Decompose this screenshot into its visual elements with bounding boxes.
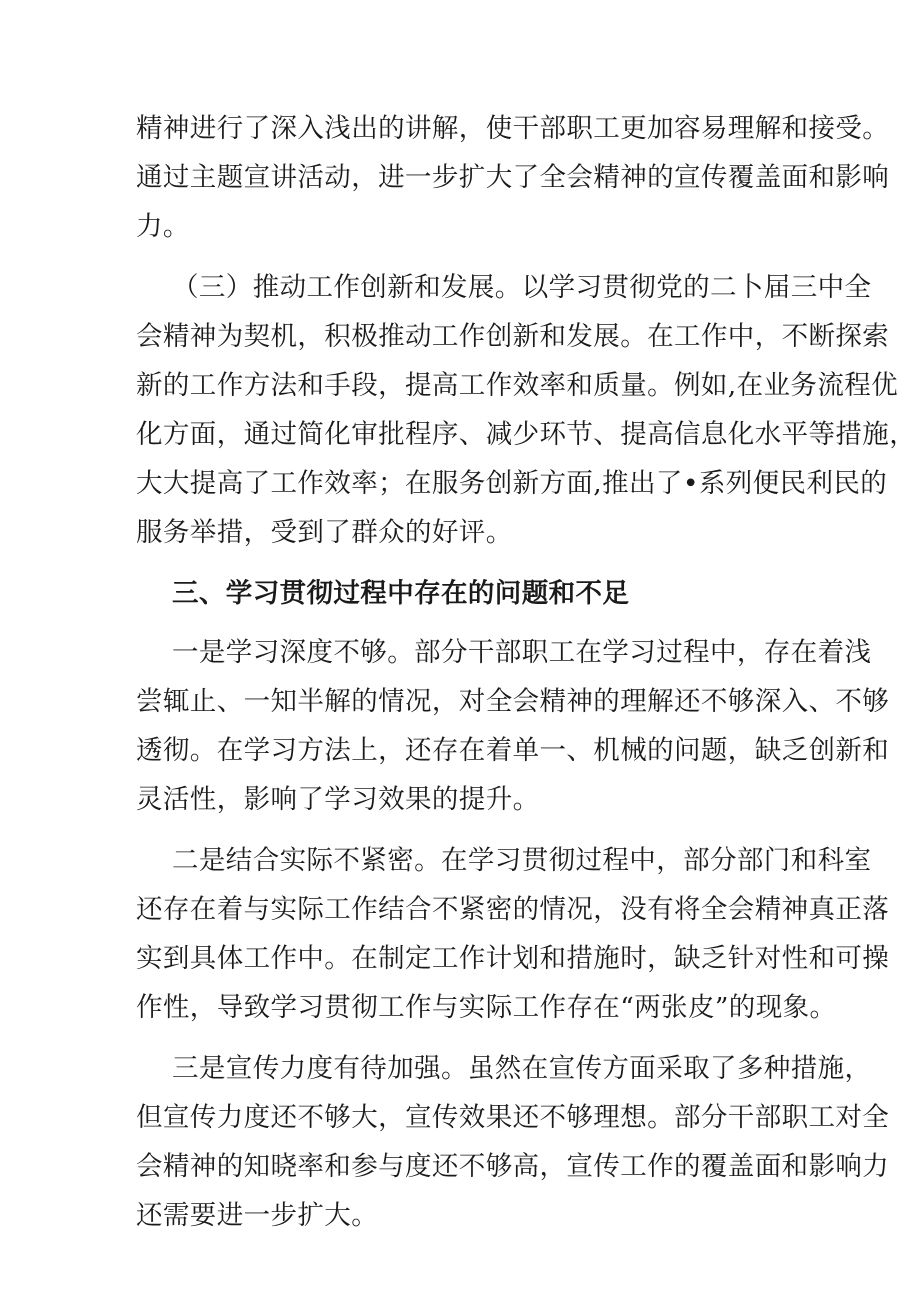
text-line: 三是宣传力度有待加强。虽然在宣传方面采取了多种措施， xyxy=(172,1053,872,1084)
text-line: 还需要进一步扩大。 xyxy=(136,1200,379,1231)
text-line: 灵活性，影响了学习效果的提升。 xyxy=(136,784,540,815)
paragraph-issue-2 xyxy=(136,836,890,1032)
text-line: 大大提高了工作效率；在服务创新方面,推出了•系列便民利民的 xyxy=(136,468,888,499)
text-line: 化方面，通过简化审批程序、减少环节、提高信息化水平等措施， xyxy=(136,419,917,450)
text-line: 还存在着与实际工作结合不紧密的情况，没有将全会精神真正落 xyxy=(136,894,890,925)
paragraph-issue-1 xyxy=(136,628,890,824)
text-line: 会精神为契机，积极推动工作创新和发展。在工作中，不断探索 xyxy=(136,321,890,352)
text-line: 服务举措，受到了群众的好评。 xyxy=(136,517,513,548)
section-heading: 三、学习贯彻过程中存在的问题和不足 xyxy=(172,578,630,609)
text-line: 尝辄止、一知半解的情况，对全会精神的理解还不够深入、不够 xyxy=(136,686,890,717)
text-line: 作性，导致学习贯彻工作与实际工作存在“两张皮”的现象。 xyxy=(136,992,837,1023)
text-line: 二是结合实际不紧密。在学习贯彻过程中，部分部门和科室 xyxy=(172,845,872,876)
text-line: 但宣传力度还不够大，宣传效果还不够理想。部分干部职工对全 xyxy=(136,1102,890,1133)
text-line: 会精神的知晓率和参与度还不够高，宣传工作的覆盖面和影响力 xyxy=(136,1151,890,1182)
text-line: （三）推动工作创新和发展。以学习贯彻党的二卜届三中全 xyxy=(172,272,872,303)
text-line: 通过主题宣讲活动，进一步扩大了全会精神的宣传覆盖面和影响 xyxy=(136,162,890,193)
text-line: 透彻。在学习方法上，还存在着单一、机械的问题，缺乏创新和 xyxy=(136,735,890,766)
text-line: 力。 xyxy=(136,211,190,242)
paragraph-innovation xyxy=(136,263,917,557)
text-line: 实到具体工作中。在制定工作计划和措施时，缺乏针对性和可操 xyxy=(136,943,890,974)
paragraph-issue-3 xyxy=(136,1044,890,1240)
text-line: 精神进行了深入浅出的讲解，使干部职工更加容易理解和接受。 xyxy=(136,113,890,144)
text-line: 一是学习深度不够。部分干部职工在学习过程中，存在着浅 xyxy=(172,637,872,668)
paragraph-continuation xyxy=(136,104,890,251)
text-line: 新的工作方法和手段，提高工作效率和质量。例如,在业务流程优 xyxy=(136,370,899,401)
